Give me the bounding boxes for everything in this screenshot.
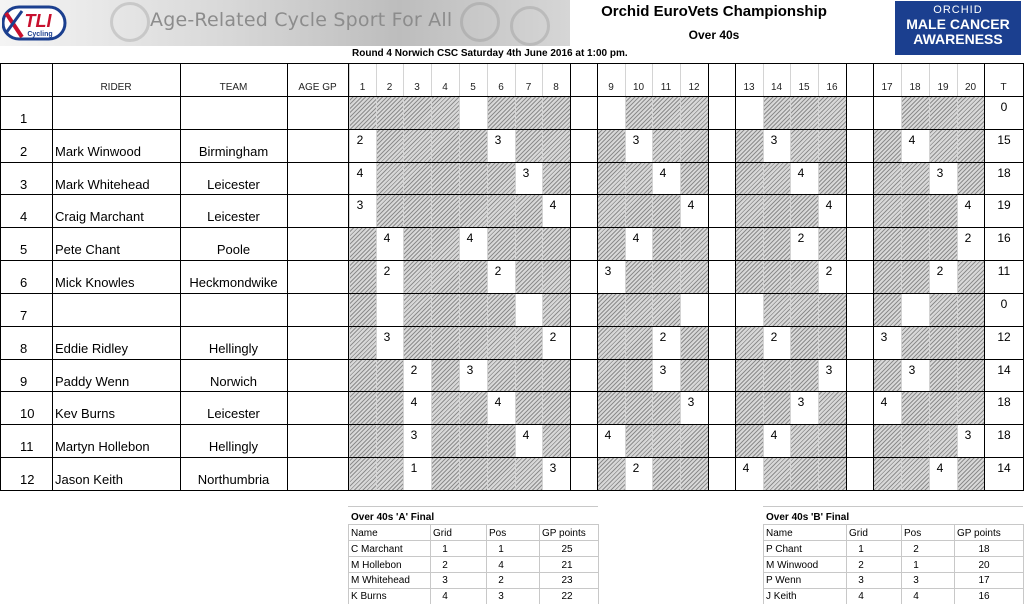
row-total: 12 bbox=[997, 329, 1011, 344]
heat-result: 2 bbox=[797, 231, 805, 246]
team-name: Hellingly bbox=[208, 439, 259, 455]
heat-number-header: 15 bbox=[798, 82, 810, 93]
heat-result: 4 bbox=[494, 395, 502, 410]
final-col-header: Grid bbox=[433, 528, 452, 539]
heat-result: 3 bbox=[770, 132, 778, 147]
team-name: Poole bbox=[216, 242, 251, 258]
row-number: 12 bbox=[20, 472, 35, 488]
final-rider-name: M Winwood bbox=[766, 560, 819, 571]
final-value: 3 bbox=[913, 575, 919, 586]
heat-result: 3 bbox=[604, 264, 612, 279]
final-grid-line bbox=[348, 524, 598, 525]
heat-number-header: 7 bbox=[525, 82, 532, 93]
heat-result: 1 bbox=[410, 461, 418, 476]
heat-result: 4 bbox=[742, 461, 750, 476]
row-total: 16 bbox=[997, 231, 1011, 246]
final-value: 2 bbox=[913, 544, 919, 555]
final-rider-name: J Keith bbox=[766, 591, 797, 602]
final-grid-line bbox=[763, 572, 1023, 573]
heat-result: 4 bbox=[356, 165, 364, 180]
heat-result: 2 bbox=[659, 329, 667, 344]
heat-result: 4 bbox=[632, 231, 640, 246]
rider-name: Eddie Ridley bbox=[55, 340, 128, 356]
heat-result: 2 bbox=[410, 362, 418, 377]
age-gp-header: AGE GP bbox=[298, 82, 337, 93]
grid-line bbox=[680, 63, 681, 491]
heat-number-header: 1 bbox=[359, 82, 366, 93]
final-col-header: Grid bbox=[849, 528, 868, 539]
final-grid-line bbox=[763, 524, 1023, 525]
final-grid-line bbox=[348, 540, 598, 541]
heat-result: 3 bbox=[383, 329, 391, 344]
heat-result: 4 bbox=[659, 165, 667, 180]
a-final-table bbox=[348, 0, 598, 604]
final-value: 2 bbox=[858, 560, 864, 571]
heat-result: 3 bbox=[494, 132, 502, 147]
grid-line bbox=[625, 63, 626, 491]
heat-result: 3 bbox=[908, 362, 916, 377]
team-name: Leicester bbox=[207, 406, 260, 422]
rider-name: Craig Marchant bbox=[55, 209, 144, 225]
final-value: 1 bbox=[913, 560, 919, 571]
border-line bbox=[735, 63, 736, 491]
final-value: 22 bbox=[561, 591, 573, 602]
final-rider-name: K Burns bbox=[351, 591, 387, 602]
heat-number-header: 5 bbox=[470, 82, 476, 93]
heat-result: 2 bbox=[494, 264, 502, 279]
heat-result: 2 bbox=[383, 264, 391, 279]
heat-number-header: 20 bbox=[964, 82, 977, 93]
round-info: Round 4 Norwich CSC Saturday 4th June 2016 at 1:00 pm. bbox=[352, 48, 628, 59]
row-number: 5 bbox=[20, 242, 28, 258]
heat-result: 3 bbox=[797, 395, 805, 410]
team-name: Norwich bbox=[210, 373, 257, 389]
heat-number-header: 6 bbox=[498, 82, 504, 93]
border-line bbox=[52, 63, 53, 491]
final-value: 2 bbox=[442, 560, 448, 571]
heat-result: 3 bbox=[549, 461, 557, 476]
heat-result: 3 bbox=[632, 132, 640, 147]
final-value: 1 bbox=[858, 544, 864, 555]
team-name: Northumbria bbox=[197, 472, 270, 488]
heat-result: 4 bbox=[825, 198, 833, 213]
heat-result: 4 bbox=[880, 395, 888, 410]
final-rider-name: P Wenn bbox=[766, 575, 802, 586]
final-value: 17 bbox=[978, 575, 990, 586]
final-value: 3 bbox=[858, 575, 864, 586]
row-number: 10 bbox=[20, 406, 35, 422]
heat-result: 2 bbox=[549, 329, 557, 344]
final-rider-name: M Hollebon bbox=[351, 560, 402, 571]
heat-result: 4 bbox=[410, 395, 418, 410]
team-name: Leicester bbox=[207, 176, 260, 192]
final-value: 20 bbox=[978, 560, 990, 571]
heat-result: 2 bbox=[356, 132, 364, 147]
row-total: 14 bbox=[997, 362, 1011, 377]
heat-result: 2 bbox=[632, 461, 640, 476]
row-number: 11 bbox=[20, 439, 34, 455]
heat-result: 3 bbox=[880, 329, 888, 344]
heat-result: 4 bbox=[908, 132, 916, 147]
heat-result: 3 bbox=[964, 428, 972, 443]
grid-line bbox=[652, 63, 653, 491]
heat-result: 3 bbox=[522, 165, 530, 180]
heat-result: 3 bbox=[356, 198, 364, 213]
border-line bbox=[287, 63, 288, 491]
final-col-header: Name bbox=[766, 528, 793, 539]
heat-result: 4 bbox=[383, 231, 391, 246]
heat-number-header: 3 bbox=[414, 82, 420, 93]
rider-name: Pete Chant bbox=[55, 242, 121, 258]
border-line bbox=[0, 63, 1, 491]
final-value: 4 bbox=[498, 560, 504, 571]
final-value: 3 bbox=[442, 575, 448, 586]
page-subtitle: Over 40s bbox=[688, 28, 740, 42]
final-value: 4 bbox=[913, 591, 919, 602]
row-total: 18 bbox=[997, 428, 1011, 443]
final-value: 4 bbox=[858, 591, 864, 602]
row-number: 1 bbox=[20, 111, 28, 126]
final-grid-line bbox=[348, 572, 598, 573]
final-value: 4 bbox=[442, 591, 448, 602]
rider-header: RIDER bbox=[100, 82, 132, 93]
row-total: 18 bbox=[997, 395, 1011, 410]
result-cell bbox=[735, 293, 763, 326]
rider-name: Mark Whitehead bbox=[55, 176, 150, 192]
heat-number-header: 16 bbox=[826, 82, 838, 93]
result-cell bbox=[735, 96, 763, 129]
b-final-table bbox=[763, 0, 1023, 604]
final-grid-line bbox=[763, 506, 1023, 507]
svg-text:TLI: TLI bbox=[24, 11, 52, 31]
rider-name: Kev Burns bbox=[55, 406, 115, 422]
final-grid-line bbox=[348, 524, 349, 604]
heat-number-header: 11 bbox=[660, 82, 672, 93]
team-name: Birmingham bbox=[198, 143, 269, 159]
rider-name: Paddy Wenn bbox=[55, 373, 130, 389]
row-number: 6 bbox=[20, 275, 28, 291]
svg-text:Cycling: Cycling bbox=[27, 31, 53, 38]
heat-number-header: 9 bbox=[608, 82, 614, 93]
final-grid-line bbox=[598, 524, 599, 604]
heat-result: 4 bbox=[466, 231, 474, 246]
heat-number-header: 8 bbox=[553, 82, 559, 93]
final-value: 1 bbox=[442, 544, 448, 555]
final-grid-line bbox=[763, 588, 1023, 589]
heat-result: 4 bbox=[964, 198, 972, 213]
heat-result: 4 bbox=[687, 198, 695, 213]
final-col-header: GP points bbox=[542, 528, 586, 539]
rider-name: Martyn Hollebon bbox=[55, 439, 150, 455]
border-line bbox=[708, 63, 709, 491]
row-number: 4 bbox=[20, 209, 28, 225]
heat-result: 4 bbox=[604, 428, 612, 443]
final-title: Over 40s 'B' Final bbox=[766, 512, 850, 523]
heat-result: 3 bbox=[687, 395, 695, 410]
heat-result: 3 bbox=[410, 428, 418, 443]
final-value: 21 bbox=[561, 560, 573, 571]
final-col-header: Pos bbox=[904, 528, 922, 539]
heat-number-header: 10 bbox=[632, 82, 645, 93]
final-grid-line bbox=[763, 524, 764, 604]
team-header: TEAM bbox=[219, 82, 248, 93]
rider-name: Mick Knowles bbox=[55, 275, 135, 291]
team-name: Hellingly bbox=[208, 340, 259, 356]
row-number: 9 bbox=[20, 373, 28, 389]
row-number: 8 bbox=[20, 340, 28, 356]
heat-result: 4 bbox=[770, 428, 778, 443]
heat-number-header: 2 bbox=[386, 82, 393, 93]
row-total: 11 bbox=[997, 264, 1011, 279]
row-number: 2 bbox=[20, 143, 28, 159]
heat-number-header: 13 bbox=[743, 82, 755, 93]
heat-result: 2 bbox=[964, 231, 972, 246]
cyclist-graphic bbox=[110, 2, 150, 42]
heat-result: 4 bbox=[797, 165, 805, 180]
row-total: 0 bbox=[1000, 296, 1008, 311]
row-total: 19 bbox=[997, 198, 1011, 213]
page-title: Orchid EuroVets Championship bbox=[601, 3, 827, 20]
tli-logo bbox=[2, 1, 68, 43]
final-grid-line bbox=[763, 540, 1023, 541]
final-title: Over 40s 'A' Final bbox=[351, 512, 435, 523]
row-number: 3 bbox=[20, 176, 28, 192]
heat-result: 2 bbox=[936, 264, 944, 279]
heat-result: 3 bbox=[936, 165, 944, 180]
heat-result: 4 bbox=[936, 461, 944, 476]
final-grid-line bbox=[348, 556, 598, 557]
final-col-header: Name bbox=[351, 528, 378, 539]
final-rider-name: P Chant bbox=[766, 544, 802, 555]
row-total: 14 bbox=[997, 461, 1011, 476]
final-value: 3 bbox=[498, 591, 504, 602]
final-value: 23 bbox=[561, 575, 573, 586]
row-total: 18 bbox=[997, 165, 1011, 180]
heat-result: 3 bbox=[825, 362, 833, 377]
heat-number-header: 19 bbox=[937, 82, 949, 93]
rider-name: Mark Winwood bbox=[55, 143, 141, 159]
total-header: T bbox=[1000, 82, 1007, 93]
heat-number-header: 12 bbox=[688, 82, 700, 93]
heat-result: 3 bbox=[659, 362, 667, 377]
rider-name: Jason Keith bbox=[55, 472, 123, 488]
final-value: 18 bbox=[978, 544, 990, 555]
final-value: 25 bbox=[561, 544, 573, 555]
final-rider-name: C Marchant bbox=[351, 544, 403, 555]
heat-result: 4 bbox=[549, 198, 557, 213]
heat-result: 3 bbox=[466, 362, 474, 377]
final-value: 16 bbox=[978, 591, 990, 602]
heat-number-header: 18 bbox=[909, 82, 921, 93]
row-number: 7 bbox=[20, 307, 28, 323]
tagline: Age-Related Cycle Sport For All bbox=[150, 9, 453, 31]
heat-result: 4 bbox=[522, 428, 530, 443]
result-cell bbox=[680, 293, 708, 326]
final-rider-name: M Whitehead bbox=[351, 575, 410, 586]
heat-number-header: 14 bbox=[770, 82, 783, 93]
final-value: 1 bbox=[498, 544, 504, 555]
final-value: 2 bbox=[498, 575, 504, 586]
team-name: Leicester bbox=[207, 209, 260, 225]
row-total: 15 bbox=[997, 132, 1011, 147]
final-col-header: Pos bbox=[489, 528, 507, 539]
final-grid-line bbox=[348, 506, 598, 507]
heat-result: 2 bbox=[770, 329, 778, 344]
final-col-header: GP points bbox=[957, 528, 1001, 539]
row-total: 0 bbox=[1000, 100, 1008, 114]
final-grid-line bbox=[348, 588, 598, 589]
heat-number-header: 17 bbox=[881, 82, 893, 93]
final-grid-line bbox=[763, 556, 1023, 557]
heat-number-header: 4 bbox=[442, 82, 448, 93]
team-name: Heckmondwike bbox=[189, 275, 278, 291]
heat-result: 2 bbox=[825, 264, 833, 279]
result-cell bbox=[597, 96, 625, 129]
male-cancer-awareness-logo: ORCHID MALE CANCER AWARENESS bbox=[895, 1, 1021, 55]
